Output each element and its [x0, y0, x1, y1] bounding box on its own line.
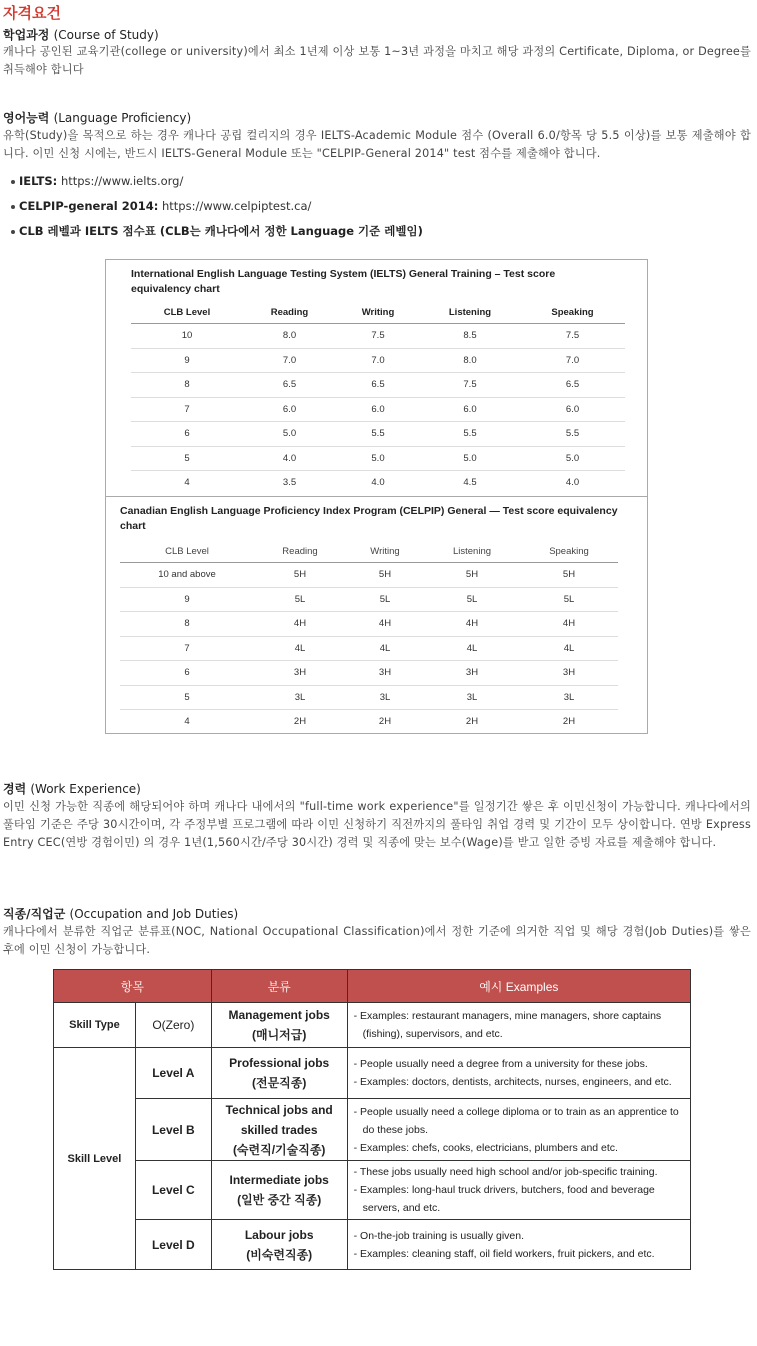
table-cell: 3H — [424, 661, 520, 686]
table-cell: 8 — [131, 373, 243, 398]
table-cell: 6 — [120, 661, 254, 686]
table-cell: 4 — [184, 477, 190, 489]
table-cell: 2H — [465, 716, 479, 728]
class-en: Technical jobs and skilled trades — [225, 1102, 333, 1137]
table-cell: 4H — [520, 612, 618, 637]
column-header: Writing — [336, 301, 420, 324]
table-row — [120, 636, 618, 661]
table-cell: 6.0 — [420, 397, 520, 422]
bullet-dot-icon — [11, 205, 15, 209]
table-row — [120, 710, 618, 734]
table-cell: 5.0 — [520, 446, 625, 471]
table-cell: 6.5 — [243, 373, 336, 398]
table-cell: 7.0 — [520, 348, 625, 373]
table-cell: 6.0 — [520, 397, 625, 422]
table-cell: 5H — [346, 563, 424, 588]
work-body: 이민 신청 가능한 직종에 해당되어야 하며 캐나다 내에서의 "full-time work experience"를 일정기간 쌓은 후 이민신청이 가능합니다. 캐나다에서의 풀타임 기준은 주당 30시간이며, 각 주정부별 프로그램에 따라 이민 신청하기 직전까지의 풀타임 취업 경력 및 기간이 모두 상이합니다. 연방 Express Entry CEC(연방 경험이민) 의 경우 1년(1,560시간/주당 30시간) 경력 및 직종에 맞는 보수(Wage)를 받고 일한 증빙 자료를 제출해야 합니다. — [3, 800, 751, 849]
language-links-list — [11, 172, 711, 247]
table-cell: 3L — [346, 685, 424, 710]
column-header: CLB Level — [120, 540, 254, 563]
table-cell: 4.0 — [243, 446, 336, 471]
examples-cell — [347, 1048, 690, 1099]
column-header: Listening — [424, 540, 520, 563]
table-cell: 4L — [424, 636, 520, 661]
table-row — [131, 373, 625, 398]
example-line: - Examples: restaurant managers, mine managers, shore captains (fishing), supervisors, and etc. — [353, 1010, 662, 1040]
bullet-clb — [11, 222, 711, 247]
table-cell: 10 and above — [120, 563, 254, 588]
ielts-header-row — [131, 301, 625, 324]
column-header: Speaking — [520, 301, 625, 324]
occupation-heading — [3, 905, 238, 922]
noc-table — [53, 969, 691, 1270]
examples-cell — [347, 1003, 690, 1048]
bullet-dot-icon — [11, 180, 15, 184]
class-ko: (비숙련직종) — [246, 1247, 313, 1262]
table-cell: 7.5 — [520, 324, 625, 349]
occupation-body: 캐나다에서 분류한 직업군 분류표(NOC, National Occupational Classification)에서 정한 기준에 의거한 직업 및 해당 경험(Job Duties)를 쌓은 후에 이민 신청이 가능합니다. — [3, 925, 751, 956]
table-cell: 3L — [424, 685, 520, 710]
table-row — [131, 348, 625, 373]
work-heading-ko: 경력 — [3, 782, 27, 796]
level-cell: Level B — [135, 1099, 211, 1161]
column-header: Speaking — [520, 540, 618, 563]
table-cell: 5L — [424, 587, 520, 612]
example-line: - On-the-job training is usually given. — [353, 1229, 525, 1242]
chart-divider — [106, 496, 647, 497]
noc-header-item: 항목 — [54, 970, 212, 1003]
column-header: Reading — [254, 540, 346, 563]
table-cell: 5L — [254, 587, 346, 612]
table-cell: 2H — [293, 716, 307, 728]
celpip-chart-title: Canadian English Language Proficiency Index Program (CELPIP) General — Test score equivalency chart — [120, 505, 618, 532]
bullet-label: CLB 레벨과 IELTS 점수표 (CLB는 캐나다에서 정한 Language 기준 레벨임) — [19, 224, 423, 238]
ielts-chart-title: International English Language Testing System (IELTS) General Training – Test score equivalency chart — [131, 268, 556, 295]
celpip-link[interactable]: https://www.celpiptest.ca/ — [162, 199, 312, 213]
skill-level-cell: Skill Level — [54, 1048, 136, 1270]
table-row — [131, 471, 625, 495]
course-heading-ko: 학업과정 — [3, 28, 50, 42]
table-cell: 5.0 — [243, 422, 336, 447]
ielts-score-table — [131, 301, 625, 495]
table-cell: 4L — [254, 636, 346, 661]
course-heading — [3, 26, 159, 43]
table-row — [120, 587, 618, 612]
course-heading-en: (Course of Study) — [53, 28, 159, 42]
table-cell: 3H — [520, 661, 618, 686]
bullet-dot-icon — [11, 230, 15, 234]
class-cell — [211, 1048, 347, 1099]
table-row — [54, 1048, 691, 1099]
table-cell: 8.5 — [420, 324, 520, 349]
example-line: - Examples: chefs, cooks, electricians, plumbers and etc. — [353, 1141, 618, 1154]
table-cell: 7.0 — [336, 348, 420, 373]
table-cell: 5L — [520, 587, 618, 612]
table-cell: 5.5 — [520, 422, 625, 447]
table-cell: 5 — [120, 685, 254, 710]
table-cell: 4L — [520, 636, 618, 661]
table-cell: 6.5 — [520, 373, 625, 398]
table-cell: 6 — [131, 422, 243, 447]
example-line: - Examples: cleaning staff, oil field workers, fruit pickers, and etc. — [353, 1247, 655, 1260]
class-cell — [211, 1099, 347, 1161]
examples-cell — [347, 1099, 690, 1161]
class-cell — [211, 1161, 347, 1220]
ielts-link[interactable]: https://www.ielts.org/ — [60, 174, 184, 188]
table-cell: 5H — [520, 563, 618, 588]
table-cell: 2H — [378, 716, 392, 728]
table-row — [54, 1099, 691, 1161]
table-cell: 6.0 — [243, 397, 336, 422]
table-cell: 3H — [346, 661, 424, 686]
example-line: - These jobs usually need high school and/or job-specific training. — [353, 1166, 658, 1178]
example-line: - Examples: doctors, dentists, architects, nurses, engineers, and etc. — [353, 1076, 672, 1088]
work-heading-en: (Work Experience) — [30, 782, 141, 796]
table-cell: 4.5 — [463, 477, 477, 489]
class-cell — [211, 1220, 347, 1270]
table-cell: 9 — [120, 587, 254, 612]
class-ko: (일반 중간 직종) — [237, 1193, 322, 1207]
noc-header-row — [54, 970, 691, 1003]
course-body: 캐나다 공인된 교육기관(college or university)에서 최소 1년제 이상 보통 1~3년 과정을 마치고 해당 과정의 Certificate, Diploma, or Degree를 취득해야 합니다 — [3, 45, 751, 76]
celpip-header-row — [120, 540, 618, 563]
language-heading — [3, 109, 191, 126]
table-cell: 7 — [120, 636, 254, 661]
table-cell: 8.0 — [243, 324, 336, 349]
language-body: 유학(Study)을 목적으로 하는 경우 캐나다 공립 컬리지의 경우 IELTS-Academic Module 점수 (Overall 6.0/항목 당 5.5 이상)를 보통 제출해야 합니다. 이민 신청 시에는, 반드시 IELTS-General Module 또는 "CELPIP-General 2014" test 점수를 제출해야 합니다. — [3, 129, 751, 160]
table-cell: 9 — [131, 348, 243, 373]
table-cell: 5H — [254, 563, 346, 588]
table-cell: 7 — [131, 397, 243, 422]
table-cell: 4H — [254, 612, 346, 637]
page-title: 자격요건 — [3, 4, 61, 22]
table-row — [54, 1161, 691, 1220]
language-heading-en: (Language Proficiency) — [53, 111, 192, 125]
column-header: Listening — [420, 301, 520, 324]
table-cell: 6.0 — [336, 397, 420, 422]
table-cell: 6.5 — [336, 373, 420, 398]
table-cell: 5 — [131, 446, 243, 471]
table-cell: 4.0 — [371, 477, 385, 489]
example-line: - People usually need a degree from a university for these jobs. — [353, 1058, 648, 1070]
class-en: Professional jobs — [229, 1056, 330, 1070]
class-ko: (매니저급) — [252, 1028, 307, 1042]
table-row — [54, 1220, 691, 1270]
table-row — [131, 446, 625, 471]
table-cell: 7.5 — [336, 324, 420, 349]
skill-type-cell: Skill Type — [54, 1003, 136, 1048]
example-line: - Examples: long-haul truck drivers, butchers, food and beverage servers, and etc. — [353, 1184, 655, 1214]
occupation-heading-ko: 직종/직업군 — [3, 907, 66, 921]
table-cell: 5H — [424, 563, 520, 588]
class-ko: (숙련직/기술직종) — [232, 1142, 326, 1157]
table-cell: 5L — [346, 587, 424, 612]
class-en: Labour jobs — [244, 1227, 314, 1242]
table-row — [120, 685, 618, 710]
bullet-ielts — [11, 172, 711, 197]
table-cell: 4H — [424, 612, 520, 637]
table-row — [120, 661, 618, 686]
table-cell: 7.5 — [420, 373, 520, 398]
table-cell: 7.0 — [243, 348, 336, 373]
table-row — [120, 612, 618, 637]
table-row — [131, 324, 625, 349]
table-cell: 4 — [184, 716, 190, 728]
noc-header-examples: 예시 Examples — [347, 970, 690, 1003]
examples-cell — [347, 1161, 690, 1220]
table-cell: 8 — [120, 612, 254, 637]
table-row — [131, 397, 625, 422]
examples-cell — [347, 1220, 690, 1270]
class-en: Management jobs — [228, 1008, 330, 1022]
level-cell: O(Zero) — [135, 1003, 211, 1048]
bullet-label: CELPIP-general 2014: — [19, 199, 159, 213]
table-cell: 5.0 — [420, 446, 520, 471]
bullet-celpip — [11, 197, 711, 222]
table-cell: 3L — [520, 685, 618, 710]
table-cell: 4L — [346, 636, 424, 661]
class-ko: (전문직종) — [252, 1076, 307, 1090]
class-en: Intermediate jobs — [229, 1173, 329, 1187]
bullet-label: IELTS: — [19, 174, 58, 188]
column-header: Reading — [243, 301, 336, 324]
noc-header-class: 분류 — [211, 970, 347, 1003]
column-header: Writing — [346, 540, 424, 563]
table-cell: 2H — [562, 716, 576, 728]
table-row — [54, 1003, 691, 1048]
score-chart-image — [105, 259, 648, 734]
table-cell: 3L — [254, 685, 346, 710]
language-heading-ko: 영어능력 — [3, 111, 50, 125]
column-header: CLB Level — [131, 301, 243, 324]
table-cell: 4.0 — [565, 477, 580, 489]
table-cell: 5.5 — [420, 422, 520, 447]
table-cell: 10 — [131, 324, 243, 349]
occupation-heading-en: (Occupation and Job Duties) — [69, 907, 239, 921]
table-cell: 5.0 — [336, 446, 420, 471]
example-line: - People usually need a college diploma or to train as an apprentice to do these jobs. — [353, 1105, 679, 1136]
table-cell: 4H — [346, 612, 424, 637]
table-row — [120, 563, 618, 588]
level-cell: Level A — [135, 1048, 211, 1099]
level-cell: Level D — [135, 1220, 211, 1270]
table-row — [131, 422, 625, 447]
work-heading — [3, 780, 141, 797]
celpip-score-table — [120, 540, 618, 734]
table-cell: 5.5 — [336, 422, 420, 447]
table-cell: 3H — [254, 661, 346, 686]
table-cell: 8.0 — [420, 348, 520, 373]
table-cell: 3.5 — [282, 477, 297, 489]
class-cell — [211, 1003, 347, 1048]
level-cell: Level C — [135, 1161, 211, 1220]
